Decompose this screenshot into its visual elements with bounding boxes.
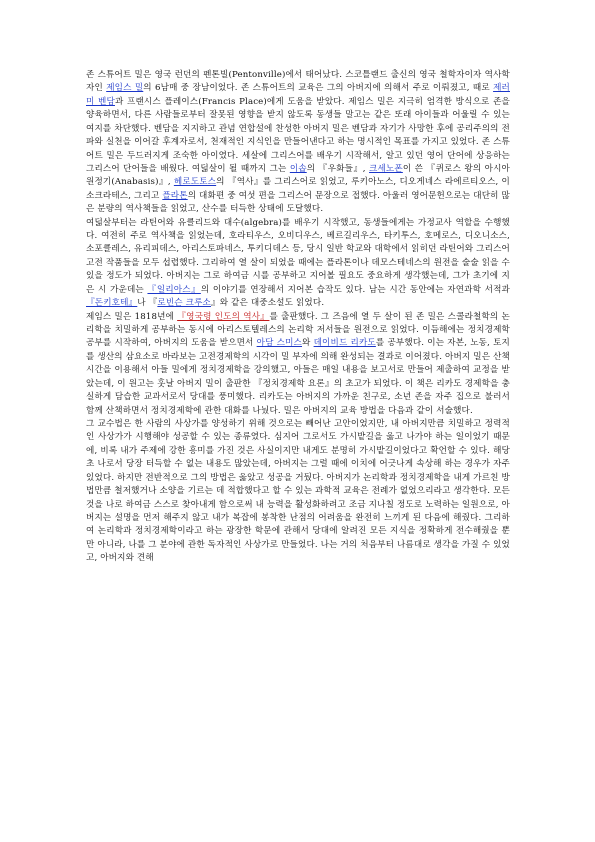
hyperlink[interactable]: 로빈슨 크루소 <box>157 298 211 309</box>
text-run: 의 이야기를 연장해서 지어본 습작도 있다. 남는 시간 동안에는 자연과학 서적과 <box>200 284 511 295</box>
text-run: 와 <box>302 338 314 349</box>
hyperlink[interactable]: 제러미 벤담 <box>86 83 510 107</box>
hyperlink[interactable]: 제임스 밀 <box>106 83 144 94</box>
hyperlink[interactable]: 『돈키호테』 <box>86 298 138 309</box>
text-run: 나 『 <box>137 298 158 309</box>
hyperlink[interactable]: 플라톤 <box>162 190 188 201</box>
text-run: 존 스튜어트 밀은 영국 런던의 펜톤빌(Pentonville)에서 태어났다. 스코틀랜드 출신의 영국 철학자이자 역사학자인 <box>86 70 510 94</box>
text-run: 의 『우화들』, <box>306 163 370 174</box>
hyperlink[interactable]: 데이비드 리카도 <box>313 338 376 349</box>
hyperlink[interactable]: 『일리아스』 <box>147 284 201 295</box>
hyperlink[interactable]: 헤로도토스 <box>173 177 217 188</box>
text-run: 의 대화편 중 여섯 편을 그리스어 문장으로 접했다. 아울러 영어문헌으로는 대단히 많은 분량의 역사책들을 읽었고, 산수를 터득한 상태에 도달했다. <box>86 190 510 215</box>
paragraph-early-education <box>86 69 510 217</box>
text-run: 이 쓴 『퀴로스 왕의 아시아 원정기(Anabasis)』, <box>86 163 510 188</box>
text-run: 를 공부했다. 이는 자본, 노동, 토지를 생산의 삼요소로 바라보는 고전경제학의 시각이 밀 부자에 의해 완성되는 결과로 이어졌다. 아버지 밀은 산책시간을 이용해서 아들 밀에게 정치경제학을 강의했고, 아들은 매일 내용을 보고서로 만들어 제출하여 교정을 받았는데, 이 원고는 훗날 아버지 밀이 출판한 『정치경제학 요론』의 초고가 되었다. 이 책은 리카도 경제학을 충실하게 담습한 교과서로서 당대를 풍미했다. 리카도는 아버지의 가까운 친구로, 소년 존을 자주 집으로 불러서 함께 산책하면서 정치경제학에 관한 대화를 나눴다. 밀은 아버지의 교육 방법을 다음과 같이 서술했다. <box>86 338 511 416</box>
text-run: 여덟살부터는 라틴어와 유클리드와 대수(algebra)를 배우기 시작했고, 동생들에게는 가정교사 역할을 수행했다. 여전히 주로 역사책을 읽었는데, 호라티우스, 오비디우스, 베르길리우스, 타키투스, 호메로스, 디오니소스, 소포클레스, 유리피데스, 아리스토파네스, 투키디데스 등, 당시 일반 학교와 대학에서 읽히던 라틴어와 그리스어 고전 작품들을 모두 섭렵했다. 그리하여 열 살이 되었을 때에는 플라톤이나 데모스테네스의 원전을 술술 읽을 수 있을 정도가 되었다. 아버지는 그로 하여금 시를 공부하고 지어볼 필요도 중요하게 생각했는데, 그가 초기에 지은 시 가운데는 <box>86 217 510 295</box>
text-run: 의 6남매 중 장남이었다. 존 스튜어트의 교육은 그의 아버지에 의해서 주로 이뤄졌고, 때로 <box>143 83 494 94</box>
text-run: 그 교수법은 한 사람의 사상가를 양성하기 위해 것으로는 빼어난 고안이었지만, 내 아버지만큼 치밀하고 정력적인 사상가가 시행해야 성공할 수 있는 종류였다. 심지어 그로서도 가시밭길을 옳고 나가야 하는 일이었기 때문에, 비록 내가 주제에 강한 흥미를 가진 것은 사실이지만 내게도 분명히 가시밭길이었다고 확언할 수 있다. 해당초 나로서 당장 터득할 수 없는 내용도 많았는데, 아버지는 그럴 때에 이치에 어긋나게 속상해 하는 경우가 자주 있었다. 하지만 전반적으로 그의 방법은 옳았고 성공을 거뒀다. 아버지가 논리학과 정치경제학을 내게 가르친 방법만큼 철저했거나 소양을 기르는 데 적합했다고 할 수 있는 과학적 교육은 전례가 없었으리라고 생각한다. 모든 것을 나로 하여금 스스로 찾아내게 함으로써 내 능력을 활성화하려고 조금 지나칠 정도로 노력하는 일원으로, 아버지는 설명을 먼저 해주지 않고 내가 복잡에 봉착한 난점의 어려움을 완전히 느끼게 된 다음에 해줬다. 그리하여 논리학과 정치경제학이라고 하는 광장한 학문에 관해서 당대에 알려진 모든 지식을 정확하게 전수해줬을 뿐만 아니라, 나를 그 분야에 관한 독자적인 사상가로 만들었다. 나는 거의 처음부터 나름대로 생각을 가질 수 있었고, 아버지와 견해 <box>86 418 510 564</box>
document-body <box>86 69 510 566</box>
text-run: 의 『역사』를 그리스어로 읽었고, 루키아노스, 디오게네스 라에르티오스, 이소크라테스, 그리고 <box>86 177 510 201</box>
hyperlink[interactable]: 이솝 <box>289 163 307 174</box>
hyperlink[interactable]: 아담 스미스 <box>256 338 303 349</box>
paragraph-teaching-method-quote <box>86 418 510 566</box>
paragraph-political-economy <box>86 311 510 418</box>
text-run: 과 프랜시스 플레이스(Francis Place)에게 도움을 받았다. 제임스 밀은 지극히 엄격한 방식으로 존을 양육하면서, 다른 사람들로부터 잘못된 영향을 받지 않도록 동생들 말고는 같은 또래 아이들과 어울릴 수 있는 여지를 차단했다. 벤담을 지지하고 관념 연합설에 찬성한 아버지 밀은 벤담과 자기가 사망한 후에 공리주의의 전파와 실천을 이어갈 후계자로서, 천재적인 지식인을 만들어낸다고 하는 명시적인 목표를 가지고 있었다. 존 스튜어트 밀은 두드러지게 조숙한 아이였다. 세살에 그리스어를 배우기 시작해서, 알고 있던 영어 단어에 상응하는 그리스어 단어들을 배웠다. 여덟살이 될 때까지 그는 <box>86 96 510 174</box>
hyperlink[interactable]: 『영국령 인도의 역사』 <box>177 311 270 322</box>
text-run: 제임스 밀은 1818년에 <box>86 311 178 322</box>
text-run: 』와 같은 대중소설도 읽었다. <box>210 298 325 309</box>
text-run: 를 출판했다. 그 즈음에 열 두 살이 된 존 밀은 스콜라철학의 논리학을 치밀하게 공부하는 동시에 아리스토텔레스의 논리학 저서들을 원전으로 읽었다. 이듬해에는 정치경제학 공부를 시작하여, 아버지의 도움을 받으면서 <box>86 311 510 349</box>
hyperlink[interactable]: 크세노폰 <box>369 163 403 174</box>
paragraph-latin-studies <box>86 217 510 311</box>
